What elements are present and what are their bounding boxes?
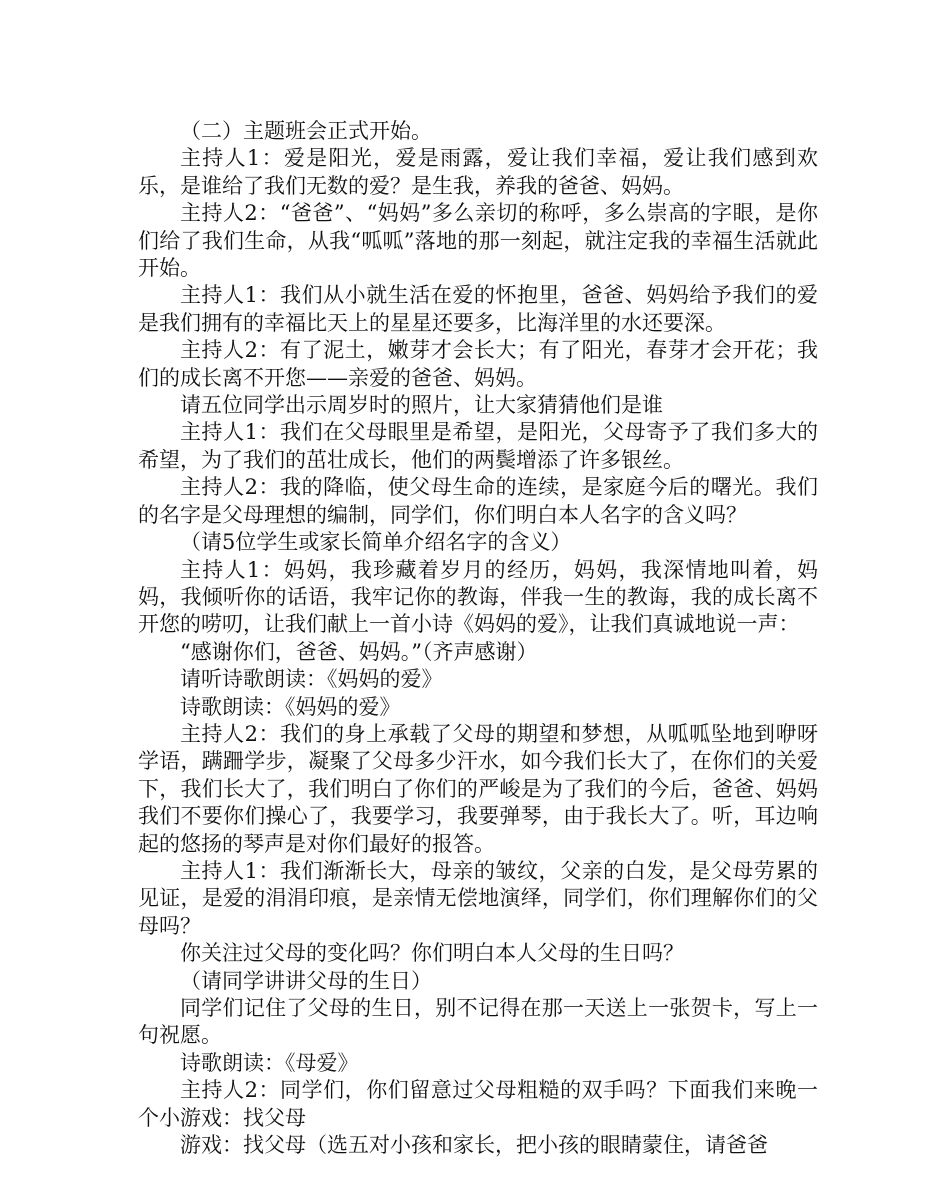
- paragraph: 游戏：找父母（选五对小孩和家长，把小孩的眼睛蒙住，请爸爸: [180, 1133, 768, 1158]
- paragraph: “感谢你们，爸爸、妈妈。”（齐声感谢）: [180, 639, 538, 664]
- paragraph: 主持人1：爱是阳光，爱是雨露，爱让我们幸福，爱让我们感到欢乐，是谁给了我们无数的爱？是生我，养我的爸爸、妈妈。: [138, 146, 818, 198]
- section-heading: （二）主题班会正式开始。: [180, 119, 432, 143]
- paragraph: 主持人2：我的降临，使父母生命的连续，是家庭今后的曙光。我们的名字是父母理想的编制，同学们，你们明白本人名字的含义吗？: [138, 475, 818, 527]
- paragraph: 主持人1：我们从小就生活在爱的怀抱里，爸爸、妈妈给予我们的爱是我们拥有的幸福比天上的星星还要多，比海洋里的水还要深。: [138, 283, 818, 335]
- paragraph: 你关注过父母的变化吗？你们明白本人父母的生日吗？: [180, 941, 684, 966]
- paragraph: 请听诗歌朗读：《妈妈的爱》: [180, 667, 443, 692]
- paragraph: （请5位学生或家长简单介绍名字的含义）: [180, 530, 572, 555]
- paragraph: （请同学讲讲父母的生日）: [180, 968, 432, 993]
- paragraph: 诗歌朗读：《母爱》: [180, 1050, 359, 1075]
- document-body: [138, 118, 818, 1159]
- paragraph: 诗歌朗读：《妈妈的爱》: [180, 694, 401, 719]
- paragraph: 主持人1：我们在父母眼里是希望，是阳光，父母寄予了我们多大的希望，为了我们的茁壮成长，他们的两鬓增添了许多银丝。: [138, 420, 818, 472]
- paragraph: 主持人2：“爸爸”、“妈妈”多么亲切的称呼，多么崇高的字眼，是你们给了我们生命，从我“呱呱”落地的那一刻起，就注定我的幸福生活就此开始。: [138, 201, 818, 281]
- paragraph: 主持人2：同学们，你们留意过父母粗糙的双手吗？下面我们来晚一个小游戏：找父母: [138, 1078, 818, 1130]
- paragraph: 主持人2：我们的身上承载了父母的期望和梦想，从呱呱坠地到咿呀学语，蹒跚学步，凝聚了父母多少汗水，如今我们长大了，在你们的关爱下，我们长大了，我们明白了你们的严峻是为了我们的今后，爸爸、妈妈我们不要你们操心了，我要学习，我要弹琴，由于我长大了。听，耳边响起的悠扬的琴声是对你们最好的报答。: [138, 721, 818, 856]
- paragraph: 主持人1：妈妈，我珍藏着岁月的经历，妈妈，我深情地叫着，妈妈，我倾听你的话语，我牢记你的教诲，伴我一生的教诲，我的成长离不开您的唠叨，让我们献上一首小诗《妈妈的爱》，让我们真诚地说一声：: [138, 557, 818, 637]
- paragraph: 主持人1：我们渐渐长大，母亲的皱纹，父亲的白发，是父母劳累的见证，是爱的涓涓印痕，是亲情无偿地演绎，同学们，你们理解你们的父母吗？: [138, 858, 818, 938]
- paragraph: 主持人2：有了泥土，嫩芽才会长大；有了阳光，春芽才会开花；我们的成长离不开您——亲爱的爸爸、妈妈。: [138, 338, 818, 390]
- paragraph: 请五位同学出示周岁时的照片，让大家猜猜他们是谁: [180, 393, 663, 418]
- paragraph: 同学们记住了父母的生日，别不记得在那一天送上一张贺卡，写上一句祝愿。: [138, 996, 818, 1048]
